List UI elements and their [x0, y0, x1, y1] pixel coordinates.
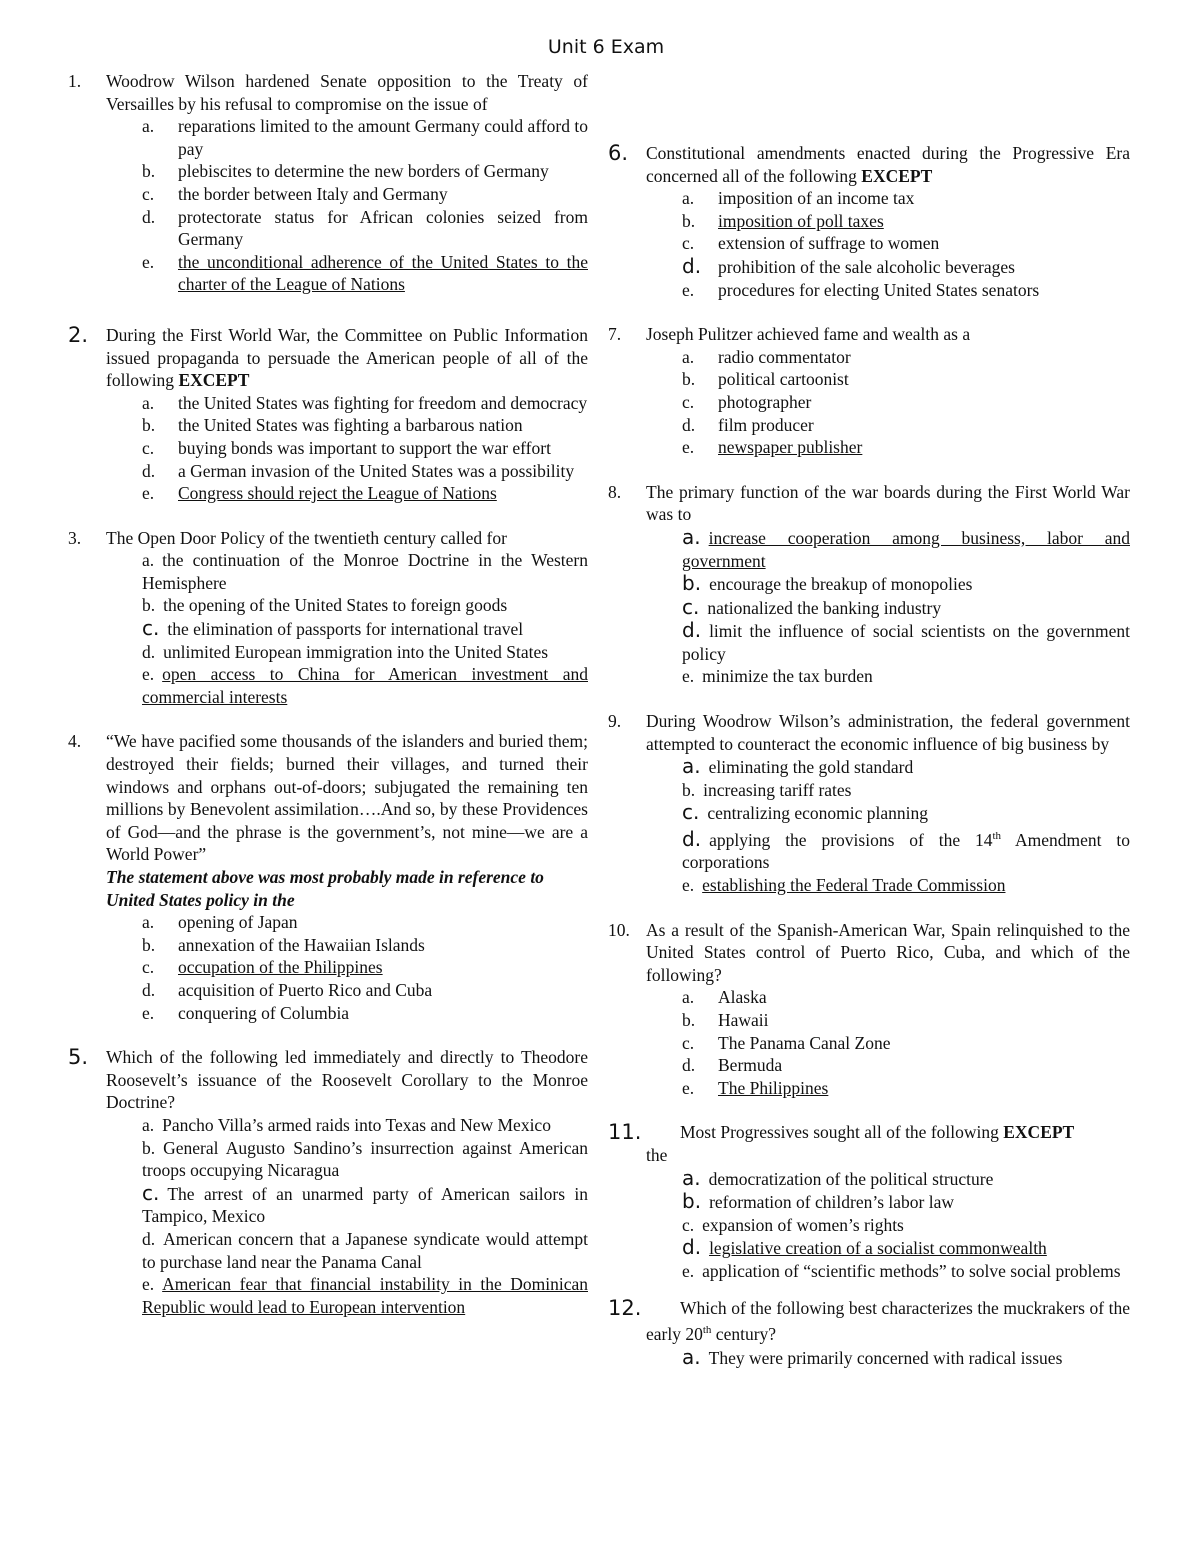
option-letter: a. [682, 1344, 701, 1369]
question-stem: During Woodrow Wilson’s administration, the federal government attempted to counteract the economic influence of big business by [646, 711, 1130, 754]
question-4 [68, 730, 588, 1024]
option-letter: e. [682, 279, 695, 300]
option-e[interactable] [608, 1260, 1130, 1283]
except-keyword: EXCEPT [178, 370, 250, 391]
question-stem: “We have pacified some thousands of the islanders and buried them; destroyed their fields; burned their villages, and turned their windows and orphans out-of-doors; subjugated the remaining ten millions by Benevolent assimilation….And so, by these Providences of God—and the phrase is the government’s, not mine—we are a World Power” [106, 731, 588, 865]
option-letter: a. [682, 987, 695, 1008]
option-letter: c. [682, 1032, 695, 1053]
option-text-correct: Congress should reject the League of Nations [178, 483, 497, 504]
question-stem: As a result of the Spanish-American War, Spain relinquished to the United States control of Puerto Rico, Cuba, and which of the following? [646, 919, 1130, 985]
question-number: 1. [68, 71, 82, 91]
option-letter: c. [682, 391, 695, 412]
option-text: acquisition of Puerto Rico and Cuba [178, 979, 433, 1000]
option-text: Pancho Villa’s armed raids into Texas and New Mexico [162, 1114, 551, 1135]
option-text: minimize the tax burden [702, 666, 873, 687]
option-text: the opening of the United States to foreign goods [163, 595, 508, 616]
option-d[interactable] [608, 1236, 1130, 1260]
option-letter: c. [142, 183, 155, 204]
option-d[interactable] [608, 414, 1130, 437]
option-text: reparations limited to the amount Germany could afford to pay [178, 116, 588, 159]
question-stem [608, 142, 1130, 187]
option-text: the elimination of passports for international travel [167, 619, 524, 640]
option-letter: b. [142, 595, 156, 616]
question-1 [68, 70, 588, 296]
question-stem: Which of the following led immediately and directly to Theodore Roosevelt’s issuance of the Roosevelt Corollary to the Monroe Doctrine? [106, 1047, 588, 1113]
option-letter: d. [142, 979, 156, 1000]
option-text: They were primarily concerned with radical issues [708, 1347, 1063, 1368]
option-text-correct: occupation of the Philippines [178, 957, 383, 978]
option-text: plebiscites to determine the new borders of Germany [178, 161, 549, 182]
question-number: 10. [608, 919, 630, 940]
question-stem: Joseph Pulitzer achieved fame and wealth as a [646, 324, 971, 345]
option-d[interactable] [68, 1228, 588, 1273]
option-d[interactable] [68, 206, 588, 251]
option-letter: e. [682, 1260, 695, 1281]
option-c[interactable] [608, 1032, 1130, 1055]
option-e[interactable] [68, 663, 588, 708]
option-letter: a. [682, 346, 695, 367]
question-9 [608, 710, 1130, 897]
question-number: 6. [608, 141, 629, 165]
option-b[interactable] [608, 779, 1130, 802]
option-b[interactable] [68, 414, 588, 437]
option-letter: e. [142, 1274, 155, 1295]
option-text: increasing tariff rates [703, 779, 852, 800]
option-letter: c. [682, 1214, 695, 1235]
option-text: Alaska [718, 987, 767, 1008]
option-letter: b. [682, 779, 696, 800]
option-letter: d. [682, 253, 702, 278]
question-number: 8. [608, 481, 622, 502]
option-a[interactable] [608, 986, 1130, 1009]
question-stem [608, 1297, 1130, 1346]
question-number: 12. [608, 1295, 642, 1320]
question-stem-cont: the [646, 1144, 668, 1165]
option-text: limit the influence of social scientists on the government policy [682, 621, 1130, 664]
option-text-correct: American fear that financial instability in the Dominican Republic would lead to European intervention [142, 1274, 588, 1317]
question-stem: The primary function of the war boards during the First World War was to [646, 481, 1130, 525]
page-title: Unit 6 Exam [547, 36, 665, 58]
question-10 [608, 919, 1130, 1100]
option-e[interactable] [608, 279, 1130, 302]
option-letter: e. [142, 251, 155, 272]
option-text: Bermuda [718, 1055, 783, 1076]
question-stem: The Open Door Policy of the twentieth century called for [106, 527, 507, 548]
option-text: political cartoonist [718, 369, 849, 390]
option-text: applying the provisions of the 14 [709, 829, 993, 850]
right-column [608, 142, 1130, 1391]
option-text: prohibition of the sale alcoholic beverages [718, 256, 1015, 277]
option-text: encourage the breakup of monopolies [709, 574, 973, 595]
option-text: nationalized the banking industry [707, 597, 942, 618]
question-stem [68, 324, 588, 392]
question-number: 11. [608, 1120, 642, 1145]
option-letter: a. [142, 550, 155, 571]
option-text-correct: newspaper publisher [718, 437, 863, 458]
option-c[interactable] [68, 617, 588, 641]
option-text: protectorate status for African colonies seized from Germany [178, 206, 588, 250]
option-text-cont: Amendment to corporations [682, 829, 1130, 873]
option-a[interactable] [68, 392, 588, 415]
option-d[interactable] [68, 641, 588, 664]
option-d[interactable] [68, 460, 588, 483]
option-letter: c. [682, 800, 700, 825]
option-letter: b. [682, 1010, 696, 1031]
question-number: 4. [68, 731, 82, 752]
option-text: application of “scientific methods” to solve social problems [702, 1260, 1121, 1281]
stem-text-cont: century? [711, 1323, 777, 1344]
option-text: centralizing economic planning [707, 803, 928, 824]
option-letter: b. [682, 571, 702, 596]
question-prompt: The statement above was most probably made in reference to United States policy in the [106, 867, 544, 910]
option-d[interactable] [608, 619, 1130, 665]
option-letter: c. [682, 594, 700, 619]
option-text: conquering of Columbia [178, 1002, 350, 1023]
question-2 [68, 324, 588, 505]
question-stem [608, 1121, 1130, 1144]
option-text-correct: open access to China for American investment and commercial interests [142, 664, 588, 707]
superscript: th [992, 830, 1002, 843]
option-b[interactable] [68, 594, 588, 617]
option-letter: a. [682, 754, 701, 779]
option-letter: a. [142, 912, 155, 933]
question-number: 9. [608, 711, 622, 732]
question-number: 2. [68, 322, 89, 347]
option-letter: d. [142, 641, 156, 662]
option-text: the border between Italy and Germany [178, 183, 448, 204]
question-number: 7. [608, 324, 622, 345]
option-letter: b. [682, 369, 696, 390]
option-letter: b. [142, 934, 156, 955]
option-text-correct: The Philippines [718, 1077, 829, 1098]
option-text: imposition of an income tax [718, 188, 915, 209]
except-keyword: EXCEPT [1003, 1122, 1075, 1143]
option-d[interactable] [608, 1054, 1130, 1077]
option-text: Hawaii [718, 1010, 769, 1031]
option-e[interactable] [68, 251, 588, 296]
option-letter: b. [682, 1189, 702, 1214]
option-letter: d. [682, 618, 702, 643]
option-text-correct: legislative creation of a socialist commonwealth [709, 1238, 1047, 1259]
option-e[interactable] [68, 482, 588, 505]
option-text: unlimited European immigration into the United States [163, 641, 549, 662]
option-d[interactable] [68, 979, 588, 1002]
option-b[interactable] [68, 1137, 588, 1182]
option-text: American concern that a Japanese syndicate would attempt to purchase land near the Panama Canal [142, 1228, 588, 1272]
option-letter: d. [142, 460, 156, 481]
option-c[interactable] [68, 1182, 588, 1228]
option-text: reformation of children’s labor law [709, 1192, 954, 1213]
option-text: opening of Japan [178, 912, 298, 933]
option-letter: a. [142, 1114, 155, 1135]
option-b[interactable] [608, 368, 1130, 391]
option-e[interactable] [608, 1077, 1130, 1100]
option-a[interactable] [68, 911, 588, 934]
option-letter: c. [682, 233, 695, 254]
option-letter: a. [682, 188, 695, 209]
option-letter: e. [142, 1002, 155, 1023]
except-keyword: EXCEPT [861, 165, 933, 186]
option-c[interactable] [608, 1214, 1130, 1237]
option-a[interactable] [608, 1167, 1130, 1191]
option-letter: e. [682, 666, 695, 687]
option-b[interactable] [608, 210, 1130, 233]
option-e[interactable] [608, 436, 1130, 459]
stem-text: Most Progressives sought all of the following [680, 1122, 999, 1143]
option-e[interactable] [68, 1273, 588, 1318]
question-7 [608, 323, 1130, 459]
question-6 [608, 142, 1130, 301]
option-text: The Panama Canal Zone [718, 1032, 891, 1053]
option-letter: c. [142, 616, 160, 641]
option-c[interactable] [608, 801, 1130, 825]
option-d[interactable] [608, 825, 1130, 874]
option-letter: d. [682, 414, 696, 435]
option-e[interactable] [68, 1002, 588, 1025]
option-c[interactable] [608, 232, 1130, 255]
option-letter: d. [682, 1235, 702, 1260]
option-letter: b. [142, 161, 156, 182]
option-letter: d. [142, 206, 156, 227]
left-column [68, 70, 588, 1340]
option-text: photographer [718, 391, 812, 412]
option-text: extension of suffrage to women [718, 233, 940, 254]
option-c[interactable] [68, 956, 588, 979]
option-letter: b. [142, 1137, 156, 1158]
option-b[interactable] [608, 1009, 1130, 1032]
option-c[interactable] [68, 437, 588, 460]
option-letter: a. [682, 1165, 701, 1190]
option-c[interactable] [608, 596, 1130, 620]
option-e[interactable] [608, 874, 1130, 897]
question-number: 3. [68, 527, 82, 548]
option-a[interactable] [608, 755, 1130, 779]
option-letter: c. [142, 1180, 160, 1205]
option-text-correct: establishing the Federal Trade Commission [702, 875, 1006, 896]
option-letter: e. [682, 1077, 695, 1098]
option-letter: d. [682, 826, 702, 851]
option-text: The arrest of an unarmed party of American sailors in Tampico, Mexico [142, 1183, 588, 1227]
option-c[interactable] [68, 183, 588, 206]
option-letter: c. [142, 957, 155, 978]
question-12 [608, 1297, 1130, 1370]
option-e[interactable] [608, 665, 1130, 688]
question-5 [68, 1046, 588, 1318]
option-text: eliminating the gold standard [708, 757, 914, 778]
option-letter: a. [142, 116, 155, 137]
option-letter: e. [682, 437, 695, 458]
option-a[interactable] [68, 549, 588, 594]
option-text-correct: increase cooperation among business, labor and government [682, 527, 1130, 571]
option-b[interactable] [608, 1190, 1130, 1214]
option-text: the United States was fighting for freedom and democracy [178, 392, 588, 413]
stem-text: Constitutional amendments enacted during the Progressive Era concerned all of the following [646, 143, 1130, 186]
option-text: buying bonds was important to support the war effort [178, 437, 551, 458]
option-letter: d. [682, 1055, 696, 1076]
option-a[interactable] [68, 1114, 588, 1137]
option-a[interactable] [608, 187, 1130, 210]
option-a[interactable] [608, 346, 1130, 369]
option-letter: e. [682, 875, 695, 896]
option-letter: e. [142, 483, 155, 504]
stem-text: Which of the following best characterizes the muckrakers of the early 20 [646, 1297, 1130, 1344]
option-text: the United States was fighting a barbarous nation [178, 415, 523, 436]
option-text: a German invasion of the United States was a possibility [178, 460, 575, 481]
option-letter: c. [142, 437, 155, 458]
option-letter: b. [142, 415, 156, 436]
option-text-correct: imposition of poll taxes [718, 210, 884, 231]
option-a[interactable] [608, 1346, 1130, 1370]
option-letter: a. [142, 392, 155, 413]
stem-text: During the First World War, the Committee on Public Information issued propaganda to persuade the American people of all of the following [106, 324, 588, 391]
option-letter: a. [682, 524, 701, 549]
option-text: film producer [718, 414, 814, 435]
option-text: procedures for electing United States senators [718, 279, 1040, 300]
option-b[interactable] [608, 572, 1130, 596]
question-8 [608, 481, 1130, 688]
option-d[interactable] [608, 255, 1130, 279]
option-b[interactable] [68, 160, 588, 183]
question-11 [608, 1121, 1130, 1282]
option-text-correct: the unconditional adherence of the United States to the charter of the League of Nations [178, 251, 588, 295]
option-letter: d. [142, 1228, 156, 1249]
option-text: democratization of the political structure [708, 1168, 994, 1189]
option-letter: e. [142, 664, 155, 685]
question-3 [68, 527, 588, 709]
option-a[interactable] [68, 115, 588, 160]
superscript: th [702, 1324, 712, 1337]
option-letter: b. [682, 210, 696, 231]
option-a[interactable] [608, 526, 1130, 572]
option-b[interactable] [68, 934, 588, 957]
option-text: the continuation of the Monroe Doctrine in the Western Hemisphere [142, 550, 588, 593]
option-text: General Augusto Sandino’s insurrection against American troops occupying Nicaragua [142, 1137, 588, 1181]
option-text: expansion of women’s rights [702, 1214, 904, 1235]
question-number: 5. [68, 1045, 89, 1070]
question-stem: Woodrow Wilson hardened Senate opposition to the Treaty of Versailles by his refusal to compromise on the issue of [106, 71, 588, 114]
option-text: radio commentator [718, 346, 851, 367]
option-c[interactable] [608, 391, 1130, 414]
option-text: annexation of the Hawaiian Islands [178, 934, 425, 955]
